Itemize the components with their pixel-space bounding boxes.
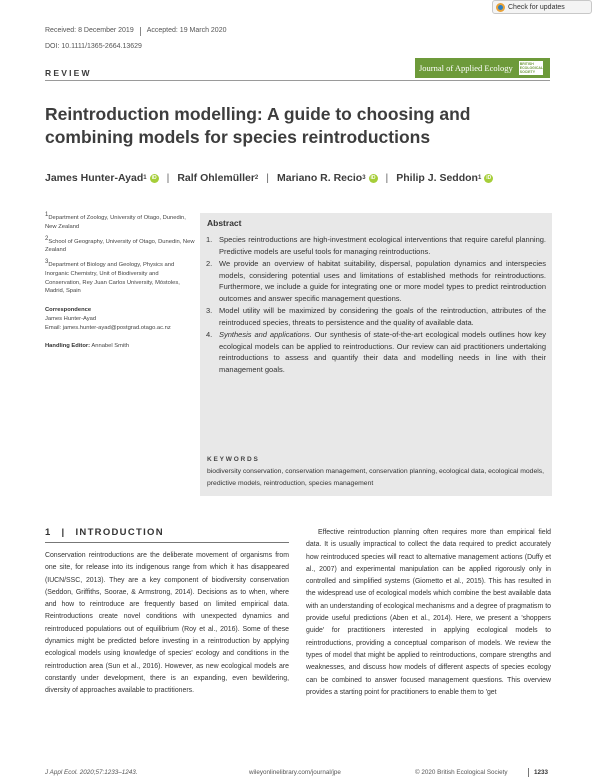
crossmark-icon (496, 3, 505, 12)
author-affiliation-sup: 2 (254, 175, 259, 181)
author-list (45, 172, 493, 184)
received-date: Received: 8 December 2019 (45, 27, 134, 34)
abstract-heading: Abstract (207, 218, 242, 228)
correspondence-name: James Hunter-Ayad (45, 315, 97, 322)
handling-editor (45, 342, 195, 351)
section-label: REVIEW (45, 68, 92, 78)
abstract-item-text (219, 234, 546, 257)
affiliations-sidebar (45, 211, 195, 350)
affiliation (45, 211, 195, 232)
accepted-date: Accepted: 19 March 2020 (146, 27, 227, 34)
abstract-item (206, 234, 546, 257)
abstract-item (206, 305, 546, 328)
affiliation (45, 258, 195, 296)
section-heading (45, 527, 164, 538)
society-logo-line: BRITISH (519, 62, 534, 66)
author-affiliation-sup: 3 (362, 175, 366, 181)
author-name[interactable]: James Hunter-Ayad (45, 172, 144, 184)
footer-separator (528, 768, 529, 777)
header-divider (45, 80, 550, 81)
doi-link[interactable]: DOI: 10.1111/1365-2664.13629 (45, 43, 142, 50)
handling-editor-label: Handling Editor: (45, 342, 91, 349)
footer-citation: J Appl Ecol. 2020;57:1233–1243. (45, 769, 138, 776)
abstract-item (206, 258, 546, 304)
abstract-item-body: Model utility will be maximized by considering the goals of the reintroduction, attributes of the reintroduced species, threats to persistence and the quality of available data. (219, 306, 546, 327)
abstract-item-body: Species reintroductions are high-investment ecological interventions that require careful planning. Predictive models are useful tools for managing reintroductions. (219, 235, 546, 256)
abstract-item-text (219, 305, 546, 328)
journal-name: Journal of Applied Ecology (419, 63, 513, 73)
date-separator (140, 27, 141, 36)
body-paragraph: Conservation reintroductions are the deliberate movement of organisms from one site, for release into its indigenous range from which it has disappeared (IUCN/SSC, 2013). They are a key component of biodiversity conservation (Seddon, Griffiths, Soorae, & Armstrong, 2014). Decisions as to when, where and how to reintroduce are frequently based on limited empirical data. Reintroductions create novel conditions with unexpected dynamics and reintroduced populations out of equilibrium (Roy et al., 2016). Some of these dynamics might be predicted before investing in a reintroduction by applying ecological models using knowledge of species' ecology and conditions in the reintroduction area (Sun et al., 2016). However, as new ecological models are constantly under development, there is an expanding, even bewildering, diversity of approaches available to practitioners. (45, 552, 289, 695)
abstract-item-body: . Our synthesis of state-of-the-art ecological models outlines how key ecological models can be applied to reintroductions. Our review can aid practitioners undertaking reintroductions to assess and quantify their data and modelling needs in line with their management goals. (219, 330, 547, 374)
orcid-icon[interactable]: iD (486, 174, 492, 181)
section-heading-rule (45, 542, 289, 543)
abstract-item-lead: Synthesis and applications (219, 330, 310, 339)
author-affiliation-sup: 1 (143, 175, 147, 181)
correspondence-email[interactable]: Email: james.hunter-ayad@postgrad.otago.ac.nz (45, 324, 171, 331)
affiliation (45, 235, 195, 256)
affiliation-text: Department of Zoology, University of Otago, Dunedin, New Zealand (45, 214, 186, 230)
affiliation-sup: 3 (45, 259, 49, 266)
author-name[interactable]: Philip J. Seddon (396, 172, 478, 184)
affiliation-sup: 2 (45, 235, 49, 242)
author-name[interactable]: Ralf Ohlemüller (177, 172, 255, 184)
abstract-item-text (219, 258, 546, 304)
abstract-item-body: We provide an overview of habitat suitability, dispersal, population dynamics and interspecies models, considering potential uses and limitations of established methods for reintroductions. Furthermore, we include a guide for integrating one or more model types to predict reintroduction outcomes and answer specific management questions. (219, 259, 546, 303)
received-accepted-dates (45, 27, 227, 36)
author-affiliation-sup: 1 (477, 175, 482, 181)
body-column-left (45, 550, 289, 698)
abstract-item-text (219, 329, 546, 375)
affiliation-text: School of Geography, University of Otago, Dunedin, New Zealand (45, 238, 195, 254)
journal-logo[interactable] (415, 58, 550, 78)
page-number: 1233 (534, 769, 549, 776)
footer-copyright: © 2020 British Ecological Society (415, 769, 508, 776)
article-title: Reintroduction modelling: A guide to choosing and combining models for species reintroductions (45, 104, 471, 147)
keywords-text: biodiversity conservation, conservation management, conservation planning, ecological data, ecological models, predictive models, reintroduction, species management (207, 468, 545, 487)
author-name[interactable]: Mariano R. Recio (277, 172, 363, 184)
section-heading-separator: | (61, 527, 66, 538)
orcid-icon[interactable]: iD (370, 174, 376, 181)
section-number: 1 (45, 527, 52, 538)
check-for-updates-label: Check for updates (508, 3, 565, 11)
author-separator: | (266, 172, 269, 184)
abstract-item-number: 3. (206, 306, 213, 315)
abstract-item-number: 2. (206, 259, 213, 268)
handling-editor-name: Annabel Smith (91, 342, 130, 349)
abstract-item-number: 4. (206, 330, 213, 339)
body-paragraph: Effective reintroduction planning often requires more than empirical field data. It is usually impractical to collect the data required to predict accurately how reintroduced species will react to alternative management actions (Duffy et al., 2007) and experimental manipulation can be applied rigorously only in controlled and simplified systems (Giometto et al., 2015). This has resulted in the widespread use of ecological models which combine the best available data with an understanding of ecological mechanisms and a degree of pragmatism to provide useful predictions (Aben et al., 2014). Here, we present a 'shoppers guide' for practitioners interested in applying ecological models to reintroductions, providing a conceptual comparison of models. We review the types of model that might be applied to reintroductions, compare strengths and weaknesses, and discuss how models of different aspects of species ecology can be combined to answer focused management questions. This overview provides a starting point for practitioners to enable them to 'get (306, 529, 551, 696)
orcid-icon[interactable]: iD (151, 174, 157, 181)
affiliation-text: Department of Biology and Geology, Physics and Inorganic Chemistry, Unit of Biodiversity and Conservation, Rey Juan Carlos University, Móstoles, Madrid, Spain (45, 261, 180, 295)
correspondence-label: Correspondence (45, 307, 92, 314)
abstract-list (206, 234, 546, 376)
affiliation-sup: 1 (45, 212, 49, 218)
society-logo-line: ECOLOGICAL (519, 66, 544, 70)
abstract-item-number: 1. (206, 235, 213, 244)
section-title: INTRODUCTION (75, 527, 164, 538)
abstract-item (206, 329, 546, 375)
author-separator: | (166, 172, 170, 184)
society-logo-line: SOCIETY (519, 70, 536, 74)
society-logo (519, 61, 543, 75)
author-separator: | (385, 172, 389, 184)
keywords-heading: KEYWORDS (207, 456, 260, 463)
footer-url[interactable]: wileyonlinelibrary.com/journal/jpe (249, 769, 341, 776)
check-for-updates-button[interactable] (492, 0, 592, 14)
body-column-right (306, 527, 551, 699)
